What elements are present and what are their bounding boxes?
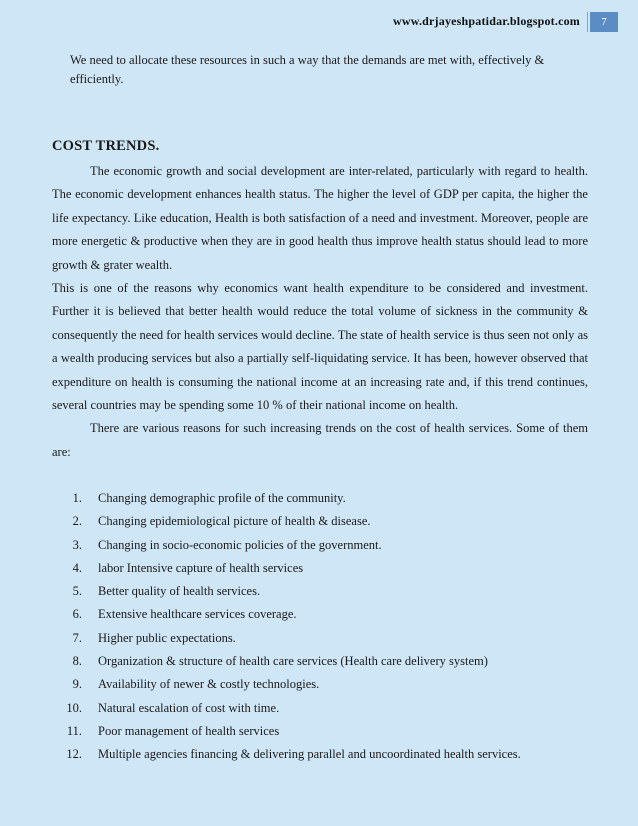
- list-item: [52, 627, 592, 650]
- list-item-number: 6.: [72, 607, 82, 622]
- list-item-text: Higher public expectations.: [98, 630, 236, 645]
- intro-paragraph: We need to allocate these resources in such a way that the demands are met with, effectively & efficiently.: [70, 53, 545, 86]
- list-item: [52, 650, 592, 673]
- list-item-number: 10.: [66, 700, 82, 715]
- section-title: COST TRENDS.: [52, 138, 160, 154]
- list-item: [52, 580, 592, 603]
- header-divider: [587, 12, 588, 32]
- list-item-text: Availability of newer & costly technologies.: [98, 677, 320, 692]
- list-item-text: Multiple agencies financing & delivering parallel and uncoordinated health services.: [98, 747, 521, 762]
- list-item: [52, 743, 592, 766]
- list-item: [52, 697, 592, 720]
- list-item-number: 4.: [72, 560, 82, 575]
- paragraph-health-expenditure: This is one of the reasons why economics want health expenditure to be considered and investment. Further it is believed that better health would reduce the total volume of sickness in the community & consequently the need for health services would decline. The state of health service is thus seen not only as a wealth producing services but also a partially self-liquidating service. It has been, however observed that expenditure on health is consuming the national income at an increasing rate and, if this trend continues, several countries may be spending some 10 % of their national income on health.: [52, 281, 588, 413]
- list-item: [52, 720, 592, 743]
- paragraph-economic-growth: The economic growth and social development are inter-related, particularly with regard to health. The economic development enhances health status. The higher the level of GDP per capita, the higher the life expectancy. Like education, Health is both satisfaction of a need and investment. Moreover, people are more energetic & productive when they are in good health thus improve health status should lead to more growth & grater wealth.: [52, 164, 588, 272]
- list-item: [52, 510, 592, 533]
- list-item: [52, 673, 592, 696]
- header-url[interactable]: www.drjayeshpatidar.blogspot.com: [393, 14, 580, 28]
- list-item: [52, 557, 592, 580]
- list-item-number: 7.: [72, 630, 82, 645]
- list-item: [52, 487, 592, 510]
- list-item-text: Changing epidemiological picture of health & disease.: [98, 514, 371, 529]
- page-number: 7: [590, 12, 618, 32]
- paragraph-reasons-intro: There are various reasons for such increasing trends on the cost of health services. Some of them are:: [52, 421, 588, 459]
- list-item-text: labor Intensive capture of health services: [98, 560, 304, 575]
- list-item-text: Organization & structure of health care services (Health care delivery system): [98, 654, 488, 669]
- list-item-number: 5.: [72, 584, 82, 599]
- list-item: [52, 534, 592, 557]
- list-item-number: 3.: [72, 537, 82, 552]
- list-item-number: 8.: [72, 654, 82, 669]
- list-item-text: Natural escalation of cost with time.: [98, 700, 280, 715]
- list-item-text: Changing demographic profile of the community.: [98, 491, 346, 505]
- page-header: [0, 12, 638, 32]
- list-item-text: Better quality of health services.: [98, 584, 261, 599]
- list-item-number: 11.: [66, 723, 82, 738]
- reasons-list: [52, 487, 592, 767]
- list-item-text: Changing in socio-economic policies of the government.: [98, 537, 382, 552]
- list-item-text: Poor management of health services: [98, 723, 280, 738]
- list-item-number: 2.: [72, 514, 82, 529]
- list-item-number: 1.: [72, 491, 82, 505]
- section-body: [52, 160, 588, 464]
- list-item-number: 9.: [72, 677, 82, 692]
- list-item-number: 12.: [66, 747, 82, 762]
- list-item-text: Extensive healthcare services coverage.: [98, 607, 297, 622]
- list-item: [52, 603, 592, 626]
